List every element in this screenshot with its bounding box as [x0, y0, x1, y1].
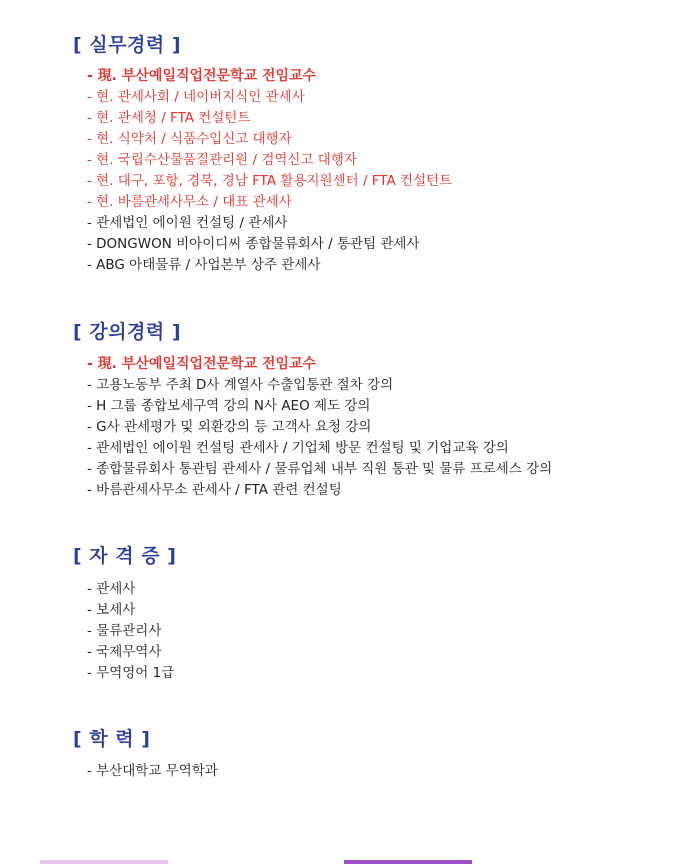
list-item: - 현. 대구, 포항, 경북, 경남 FTA 활용지원센터 / FTA 컨설턴트 [87, 173, 453, 189]
list-item: - 종합물류회사 통관팀 관세사 / 물류업체 내부 직원 통관 및 물류 프로세스 강의 [87, 461, 553, 477]
work-experience-list [87, 66, 452, 276]
list-item: - 관세법인 에이원 컨설팅 관세사 / 기업체 방문 컨설팅 및 기업교육 강의 [87, 440, 509, 456]
list-item: - 고용노동부 주최 D사 계열사 수출입통관 절차 강의 [87, 377, 394, 393]
list-item: - 現. 부산예일직업전문학교 전임교수 [87, 356, 317, 372]
lecture-experience-list [87, 354, 552, 501]
certificates-list [87, 579, 174, 684]
list-item: - 현. 식약처 / 식품수입신고 대행자 [87, 131, 292, 147]
list-item: - 현. 국립수산물품질관리원 / 검역신고 대행자 [87, 152, 357, 168]
bottom-tab-right[interactable] [344, 860, 472, 864]
list-item: - 관세사 [87, 581, 136, 597]
list-item: - 바름관세사무소 관세사 / FTA 관련 컨설팅 [87, 482, 342, 498]
list-item: - 현. 바름관세사무소 / 대표 관세사 [87, 194, 292, 210]
list-item: - 부산대학교 무역학과 [87, 763, 218, 779]
section-heading-education: [ 학 력 ] [73, 728, 151, 750]
list-item: - G사 관세평가 및 외환강의 등 고객사 요청 강의 [87, 419, 372, 435]
section-heading-certificates: [ 자 격 증 ] [73, 545, 177, 567]
list-item: - 관세법인 에이원 컨설팅 / 관세사 [87, 215, 288, 231]
list-item: - DONGWON 비아이디씨 종합물류회사 / 통관팀 관세사 [87, 236, 420, 252]
list-item: - 보세사 [87, 602, 136, 618]
list-item: - 무역영어 1급 [87, 665, 175, 681]
list-item: - H 그룹 종합보세구역 강의 N사 AEO 제도 강의 [87, 398, 371, 414]
bottom-tab-left[interactable] [40, 860, 168, 864]
list-item: - ABG 아태물류 / 사업본부 상주 관세사 [87, 257, 321, 273]
section-heading-lecture-experience: [ 강의경력 ] [73, 321, 182, 343]
list-item: - 현. 관세청 / FTA 컨설턴트 [87, 110, 251, 126]
list-item: - 現. 부산예일직업전문학교 전임교수 [87, 68, 317, 84]
list-item: - 물류관리사 [87, 623, 162, 639]
list-item: - 국제무역사 [87, 644, 162, 660]
list-item: - 현. 관세사회 / 네이버지식인 관세사 [87, 89, 305, 105]
section-heading-work-experience: [ 실무경력 ] [73, 34, 182, 56]
education-list [87, 761, 218, 782]
